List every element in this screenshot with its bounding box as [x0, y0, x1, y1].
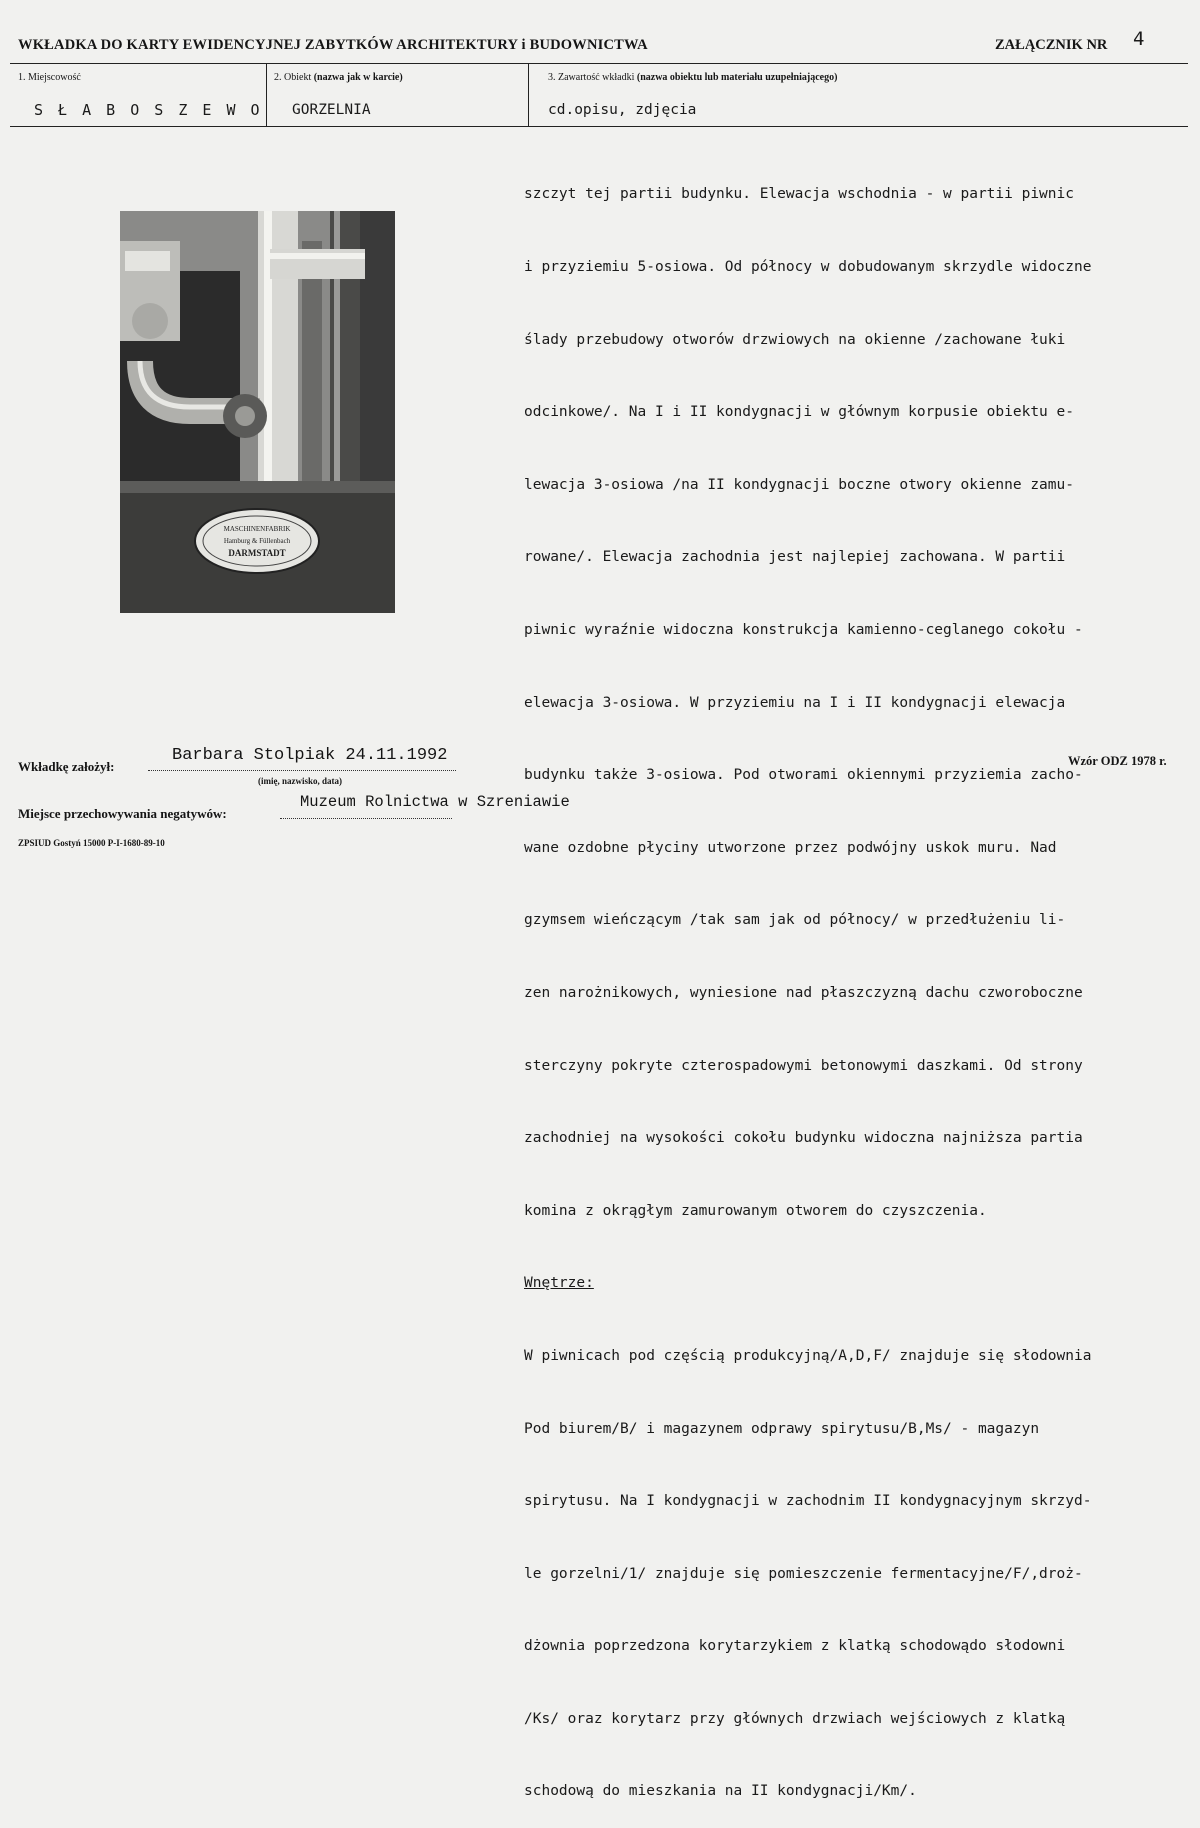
- machinery-photo: [120, 211, 395, 613]
- header-divider-2: [528, 63, 529, 126]
- text-line: piwnic wyraźnie widoczna konstrukcja kamienno-ceglanego cokołu -: [524, 621, 1083, 638]
- text-line: le gorzelni/1/ znajduje się pomieszczenie fermentacyjne/F/,droż-: [524, 1565, 1083, 1582]
- text-line: rowane/. Elewacja zachodnia jest najlepiej zachowana. W partii: [524, 549, 1066, 566]
- description-text: [524, 134, 1196, 1828]
- plate-line-2: Hamburg & Füllenbach: [223, 537, 291, 545]
- header-top-rule: [10, 63, 1188, 64]
- text-line: sterczyny pokryte czterospadowymi betonowymi daszkami. Od strony: [524, 1057, 1083, 1074]
- text-line: zachodniej na wysokości cokołu budynku widoczna najniższa partia: [524, 1130, 1083, 1147]
- object-label-prefix: 2. Obiekt: [274, 72, 312, 83]
- text-line: elewacja 3-osiowa. W przyziemiu na I i II kondygnacji elewacja: [524, 694, 1066, 711]
- attachment-number: 4: [1133, 28, 1145, 50]
- author-note: (imię, nazwisko, data): [258, 776, 342, 786]
- contents-label-prefix: 3. Zawartość wkładki: [548, 72, 635, 83]
- attachment-label: ZAŁĄCZNIK NR: [995, 37, 1108, 53]
- text-line: wane ozdobne płyciny utworzone przez podwójny uskok muru. Nad: [524, 839, 1057, 856]
- contents-value: cd.opisu, zdjęcia: [548, 102, 697, 118]
- storage-dotted-line: [280, 818, 452, 819]
- text-line: spirytusu. Na I kondygnacji w zachodnim II kondygnacyjnym skrzyd-: [524, 1493, 1092, 1510]
- text-line: i przyziemiu 5-osiowa. Od północy w dobudowanym skrzydle widoczne: [524, 259, 1092, 275]
- author-dotted-line: [148, 770, 456, 771]
- storage-value: Muzeum Rolnictwa w Szreniawie: [300, 793, 570, 811]
- object-value: GORZELNIA: [292, 102, 371, 118]
- print-info: ZPSIUD Gostyń 15000 P-I-1680-89-10: [18, 838, 165, 848]
- plate-line-3: DARMSTADT: [228, 548, 286, 558]
- text-line: komina z okrągłym zamurowanym otworem do czyszczenia.: [524, 1202, 987, 1219]
- object-label-note: (nazwa jak w karcie): [313, 72, 403, 83]
- text-line: budynku także 3-osiowa. Pod otworami okiennymi przyziemia zacho-: [524, 767, 1083, 784]
- text-line: Pod biurem/B/ i magazynem odprawy spirytusu/B,Ms/ - magazyn: [524, 1420, 1040, 1437]
- storage-label: Miejsce przechowywania negatywów:: [18, 806, 227, 821]
- author-label: Wkładkę założył:: [18, 759, 115, 774]
- text-line: dżownia poprzedzona korytarzykiem z klatką schodowądo słodowni: [524, 1638, 1066, 1655]
- locality-label: 1. Miejscowość: [18, 72, 81, 83]
- text-line: schodową do mieszkania na II kondygnacji/Km/.: [524, 1783, 917, 1800]
- header-divider-1: [266, 63, 267, 126]
- locality-value: S Ł A B O S Z E W O: [34, 101, 263, 119]
- text-line: ślady przebudowy otworów drzwiowych na okienne /zachowane łuki: [524, 331, 1066, 348]
- text-line: W piwnicach pod częścią produkcyjną/A,D,F/ znajduje się słodownia: [524, 1347, 1092, 1364]
- text-line: gzymsem wieńczącym /tak sam jak od północy/ w przedłużeniu li-: [524, 912, 1066, 929]
- text-line: szczyt tej partii budynku. Elewacja wschodnia - w partii piwnic: [524, 186, 1074, 203]
- text-line: /Ks/ oraz korytarz przy głównych drzwiach wejściowych z klatką: [524, 1710, 1066, 1727]
- text-line: lewacja 3-osiowa /na II kondygnacji boczne otwory okienne zamu-: [524, 476, 1074, 493]
- text-line: odcinkowe/. Na I i II kondygnacji w głównym korpusie obiektu e-: [524, 404, 1074, 421]
- header-bottom-rule: [10, 126, 1188, 127]
- contents-label-note: (nazwa obiektu lub materiału uzupełniającego): [636, 72, 838, 83]
- form-model: Wzór ODZ 1978 r.: [1068, 754, 1167, 768]
- text-line: zen narożnikowych, wyniesione nad płaszczyzną dachu czworoboczne: [524, 984, 1083, 1001]
- author-value: Barbara Stolpiak 24.11.1992: [172, 746, 448, 765]
- contents-label: [548, 72, 837, 83]
- section-heading-interior: Wnętrze:: [524, 1275, 594, 1292]
- object-label: [274, 72, 403, 83]
- plate-line-1: MASCHINENFABRIK: [223, 525, 291, 533]
- form-title: WKŁADKA DO KARTY EWIDENCYJNEJ ZABYTKÓW ARCHITEKTURY i BUDOWNICTWA: [18, 37, 648, 53]
